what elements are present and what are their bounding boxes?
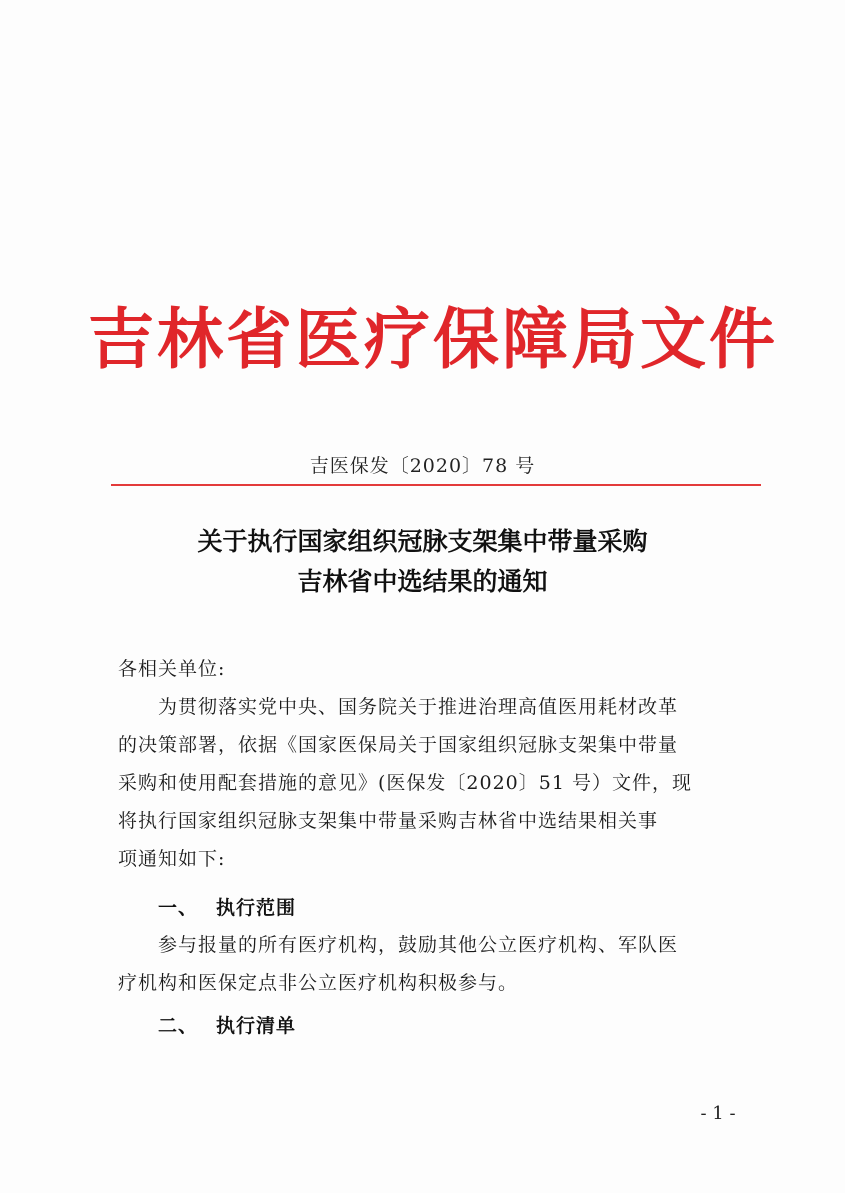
section-1-paragraph (118, 926, 738, 1002)
section-heading-2 (158, 1011, 296, 1038)
section-number: 一、 (158, 897, 199, 919)
section-1-line-1: 参与报量的所有医疗机构，鼓励其他公立医疗机构、军队医 (158, 934, 679, 956)
section-1-line-2: 疗机构和医保定点非公立医疗机构积极参与。 (118, 972, 519, 994)
document-title (60, 522, 785, 602)
intro-paragraph (118, 688, 738, 878)
issuing-authority-masthead: 吉林省医疗保障局文件 (88, 301, 778, 378)
section-title: 执行清单 (216, 1015, 297, 1037)
title-line-1: 关于执行国家组织冠脉支架集中带量采购 (197, 527, 648, 556)
intro-line-3: 采购和使用配套措施的意见》(医保发〔2020〕51 号）文件，现 (118, 772, 692, 794)
page-number: - 1 - (700, 1103, 736, 1124)
intro-line-1: 为贯彻落实党中央、国务院关于推进治理高值医用耗材改革 (158, 696, 679, 718)
salutation: 各相关单位: (118, 658, 226, 680)
title-line-2: 吉林省中选结果的通知 (297, 567, 548, 596)
section-number: 二、 (158, 1015, 199, 1037)
intro-line-5: 项通知如下: (118, 848, 226, 870)
document-number: 吉医保发〔2020〕78 号 (309, 455, 536, 477)
section-heading-1 (158, 893, 296, 920)
intro-line-4: 将执行国家组织冠脉支架集中带量采购吉林省中选结果相关事 (118, 810, 659, 832)
section-title: 执行范围 (216, 897, 297, 919)
red-divider-line (111, 484, 761, 486)
intro-line-2: 的决策部署，依据《国家医保局关于国家组织冠脉支架集中带量 (118, 734, 679, 756)
